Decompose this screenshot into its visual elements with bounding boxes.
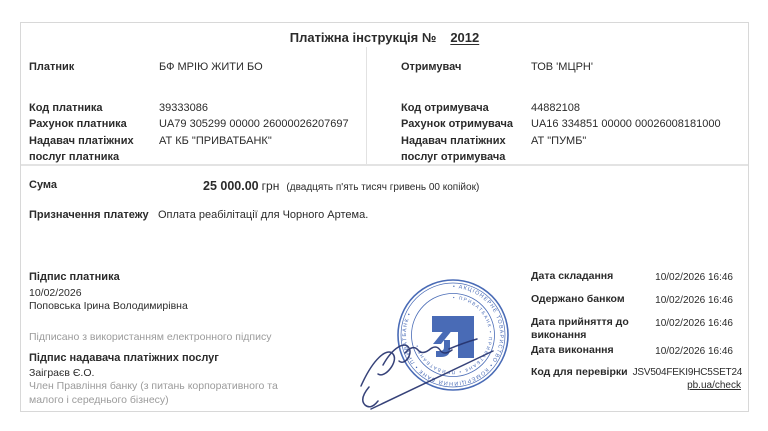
payer-provider-row [29, 133, 358, 166]
recipient-account: UA16 334851 00000 00026008181000 [531, 118, 721, 130]
payer-provider: АТ КБ "ПРИВАТБАНК" [159, 134, 272, 147]
purpose-label: Призначення платежу [29, 209, 149, 221]
date-received-label: Одержано банком [531, 293, 625, 305]
title-prefix: Платіжна інструкція № [289, 30, 437, 45]
recipient-account-label: Рахунок отримувача [401, 118, 513, 130]
bank-signer-position-line2: малого і середнього бізнесу) [29, 393, 169, 406]
recipient-provider-row [401, 133, 740, 166]
payer-label: Платник [29, 61, 75, 73]
date-received-value: 10/02/2026 16:46 [655, 295, 733, 306]
stamp-inner-ring-text: • ПРИВАТБАНК • ПРИВАТБАНК • ПРИВАТБАНК • [414, 294, 494, 376]
recipient-column [366, 47, 748, 164]
date-composed-label: Дата складання [531, 270, 614, 282]
recipient-label: Отримувач [401, 61, 462, 73]
recipient-code-row [401, 100, 740, 117]
payer-signature-label: Підпис платника [29, 271, 120, 283]
payer-account: UA79 305299 00000 26000026207697 [159, 118, 349, 130]
date-composed-value: 10/02/2026 16:46 [655, 272, 733, 283]
date-executed-label: Дата виконання [531, 344, 614, 356]
date-accepted-value: 10/02/2026 16:46 [655, 318, 733, 329]
payer-code-label: Код платника [29, 101, 103, 114]
payer-column [21, 47, 366, 164]
amount-label: Сума [29, 179, 58, 191]
section-divider [21, 164, 748, 166]
recipient-provider-label: Надавач платіжних послуг отримувача [401, 134, 506, 163]
instruction-number: 2012 [450, 30, 480, 45]
date-row-composed [531, 270, 733, 284]
recipient-code: 44882108 [531, 101, 580, 114]
bank-signer-position-line1: Член Правління банку (з питань корпоративного та [29, 380, 278, 392]
payer-provider-label: Надавач платіжних послуг платника [29, 134, 134, 163]
date-row-received [531, 293, 733, 307]
recipient-name: ТОВ 'МЦРН' [531, 61, 593, 73]
payer-name: БФ МРІЮ ЖИТИ БО [159, 61, 263, 73]
payer-code-row [29, 100, 358, 117]
signatures-block [29, 271, 329, 407]
payer-signature-name: Поповська Ірина Володимирівна [29, 300, 188, 312]
parties-section [21, 47, 748, 164]
amount-row [29, 179, 740, 193]
verification-code: JSV504FEKI9HC5SET24 [632, 367, 743, 378]
esign-note: Підписано з використанням електронного підпису [29, 330, 272, 343]
recipient-account-row [401, 116, 740, 133]
document-title [21, 30, 748, 45]
recipient-provider: АТ "ПУМБ" [531, 134, 587, 147]
date-row-executed [531, 344, 733, 358]
payer-name-row [29, 59, 358, 76]
purpose-row [29, 209, 740, 221]
payer-signature-date: 10/02/2026 [29, 286, 82, 299]
handwritten-signature [321, 291, 501, 413]
bank-signature-name: Заіграєв Є.О. [29, 366, 95, 379]
recipient-name-row [401, 59, 740, 76]
date-accepted-label: Дата прийняття до виконання [531, 316, 629, 341]
dates-block [531, 270, 733, 367]
purpose-value: Оплата реабілітації для Чорного Артема. [158, 209, 369, 221]
payer-account-label: Рахунок платника [29, 118, 127, 130]
verification-block [531, 366, 741, 391]
amount-value: 25 000.00 [203, 179, 259, 193]
recipient-code-label: Код отримувача [401, 101, 489, 114]
verification-link[interactable]: pb.ua/check [687, 380, 741, 391]
verification-label: Код для перевірки [531, 366, 628, 378]
stamp-outer-ring-text: • АКЦІОНЕРНЕ ТОВАРИСТВО • КОМЕРЦІЙНИЙ БАНК • ПРИВАТБАНК • [401, 283, 505, 387]
amount-in-words: (двадцять п'ять тисяч гривень 00 копійок) [286, 182, 480, 193]
amount-currency: грн [261, 179, 280, 193]
date-executed-value: 10/02/2026 16:46 [655, 346, 733, 357]
payer-code: 39333086 [159, 101, 208, 114]
bank-signature-label: Підпис надавача платіжних послуг [29, 352, 219, 364]
payer-account-row [29, 116, 358, 133]
date-row-accepted [531, 316, 733, 342]
payment-instruction-document [20, 22, 749, 412]
